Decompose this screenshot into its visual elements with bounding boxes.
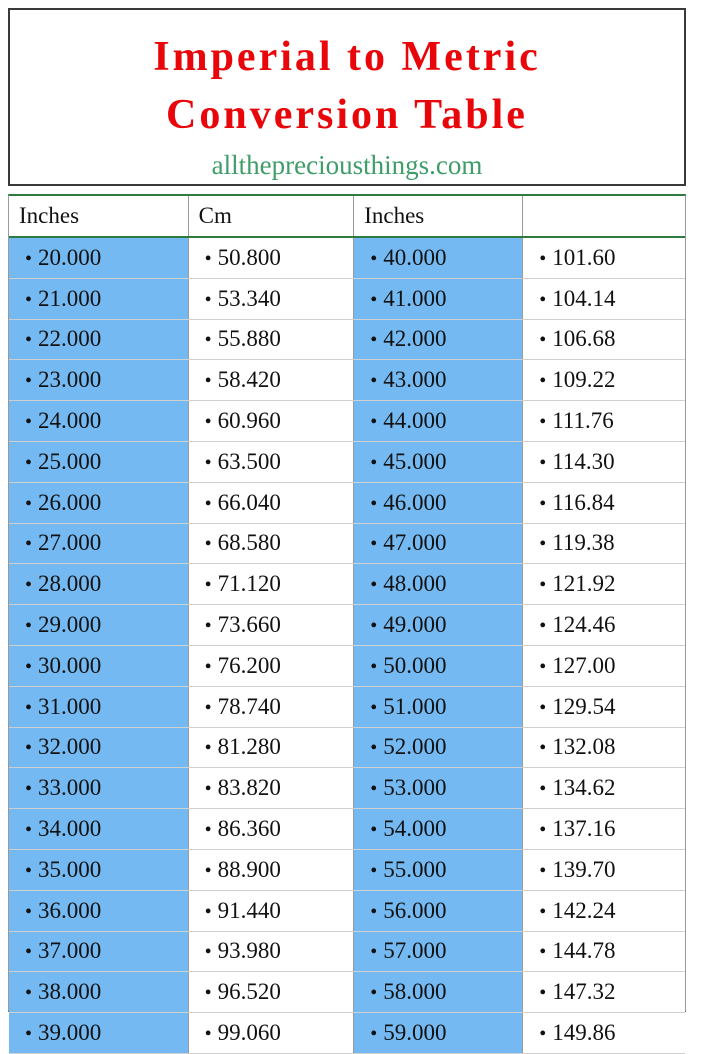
bullet-icon: • — [25, 696, 33, 719]
bullet-icon: • — [25, 615, 33, 638]
bullet-icon: • — [25, 778, 33, 801]
table-row — [9, 1013, 685, 1054]
cell-value: 45.000 — [383, 448, 447, 474]
cell-value: 24.000 — [38, 408, 102, 434]
conversion-table — [9, 196, 685, 1054]
bullet-icon: • — [539, 329, 547, 352]
table-cell — [523, 482, 685, 523]
page-title-line-2: Conversion Table — [166, 92, 528, 138]
bullet-icon: • — [539, 533, 547, 556]
bullet-icon: • — [539, 574, 547, 597]
bullet-icon: • — [370, 492, 378, 515]
cell-value: 68.580 — [217, 530, 281, 556]
column-header-inches-1: Inches — [9, 196, 188, 237]
cell-value: 51.000 — [383, 693, 447, 719]
table-cell — [354, 1013, 523, 1054]
cell-value: 38.000 — [38, 979, 102, 1005]
table-row — [9, 890, 685, 931]
bullet-icon: • — [204, 533, 212, 556]
table-cell — [188, 890, 354, 931]
cell-value: 55.880 — [217, 326, 281, 352]
cell-value: 60.960 — [217, 408, 281, 434]
cell-value: 34.000 — [38, 816, 102, 842]
bullet-icon: • — [539, 900, 547, 923]
table-cell — [523, 278, 685, 319]
table-row — [9, 849, 685, 890]
bullet-icon: • — [370, 574, 378, 597]
table-cell — [9, 931, 188, 972]
table-cell — [354, 482, 523, 523]
table-cell — [9, 1013, 188, 1054]
bullet-icon: • — [204, 574, 212, 597]
table-cell — [188, 931, 354, 972]
cell-value: 137.16 — [552, 816, 616, 842]
cell-value: 42.000 — [383, 326, 447, 352]
cell-value: 37.000 — [38, 938, 102, 964]
cell-value: 144.78 — [552, 938, 616, 964]
bullet-icon: • — [204, 1023, 212, 1046]
column-header-cm-2 — [523, 196, 685, 237]
bullet-icon: • — [25, 737, 33, 760]
title-block — [8, 8, 686, 186]
cell-value: 32.000 — [38, 734, 102, 760]
table-row — [9, 441, 685, 482]
table-cell — [188, 401, 354, 442]
cell-value: 134.62 — [552, 775, 616, 801]
cell-value: 31.000 — [38, 693, 102, 719]
cell-value: 73.660 — [217, 612, 281, 638]
bullet-icon: • — [370, 737, 378, 760]
cell-value: 36.000 — [38, 897, 102, 923]
cell-value: 114.30 — [552, 448, 615, 474]
cell-value: 40.000 — [383, 244, 447, 270]
bullet-icon: • — [204, 411, 212, 434]
cell-value: 119.38 — [552, 530, 615, 556]
table-cell — [354, 523, 523, 564]
table-cell — [9, 564, 188, 605]
bullet-icon: • — [204, 615, 212, 638]
cell-value: 46.000 — [383, 489, 447, 515]
table-cell — [354, 972, 523, 1013]
cell-value: 53.000 — [383, 775, 447, 801]
bullet-icon: • — [204, 900, 212, 923]
bullet-icon: • — [204, 696, 212, 719]
table-cell — [354, 890, 523, 931]
table-cell — [354, 605, 523, 646]
table-cell — [188, 564, 354, 605]
table-cell — [9, 890, 188, 931]
page-title-line-1: Imperial to Metric — [153, 34, 541, 80]
bullet-icon: • — [539, 941, 547, 964]
table-row — [9, 809, 685, 850]
cell-value: 129.54 — [552, 693, 616, 719]
cell-value: 116.84 — [552, 489, 615, 515]
table-cell — [188, 360, 354, 401]
cell-value: 93.980 — [217, 938, 281, 964]
cell-value: 88.900 — [217, 856, 281, 882]
bullet-icon: • — [204, 329, 212, 352]
bullet-icon: • — [539, 411, 547, 434]
table-cell — [354, 809, 523, 850]
cell-value: 132.08 — [552, 734, 616, 760]
table-row — [9, 605, 685, 646]
cell-value: 29.000 — [38, 612, 102, 638]
table-cell — [523, 849, 685, 890]
bullet-icon: • — [370, 1023, 378, 1046]
table-cell — [9, 278, 188, 319]
bullet-icon: • — [539, 778, 547, 801]
table-cell — [9, 645, 188, 686]
table-cell — [188, 686, 354, 727]
table-cell — [523, 768, 685, 809]
table-cell — [354, 564, 523, 605]
bullet-icon: • — [370, 329, 378, 352]
cell-value: 106.68 — [552, 326, 616, 352]
table-row — [9, 931, 685, 972]
cell-value: 86.360 — [217, 816, 281, 842]
bullet-icon: • — [204, 737, 212, 760]
table-cell — [354, 849, 523, 890]
cell-value: 66.040 — [217, 489, 281, 515]
bullet-icon: • — [25, 655, 33, 678]
table-cell — [9, 441, 188, 482]
table-cell — [9, 972, 188, 1013]
bullet-icon: • — [370, 941, 378, 964]
table-cell — [188, 278, 354, 319]
table-header — [9, 196, 685, 237]
bullet-icon: • — [539, 1023, 547, 1046]
bullet-icon: • — [25, 288, 33, 311]
cell-value: 43.000 — [383, 367, 447, 393]
table-cell — [354, 441, 523, 482]
cell-value: 50.000 — [383, 652, 447, 678]
cell-value: 53.340 — [217, 285, 281, 311]
cell-value: 63.500 — [217, 448, 281, 474]
cell-value: 50.800 — [217, 244, 281, 270]
bullet-icon: • — [370, 411, 378, 434]
bullet-icon: • — [370, 655, 378, 678]
bullet-icon: • — [539, 288, 547, 311]
bullet-icon: • — [370, 533, 378, 556]
bullet-icon: • — [370, 982, 378, 1005]
table-row — [9, 401, 685, 442]
table-cell — [188, 727, 354, 768]
bullet-icon: • — [539, 655, 547, 678]
table-cell — [9, 523, 188, 564]
table-cell — [354, 686, 523, 727]
cell-value: 57.000 — [383, 938, 447, 964]
cell-value: 33.000 — [38, 775, 102, 801]
table-row — [9, 686, 685, 727]
bullet-icon: • — [25, 819, 33, 842]
table-cell — [188, 523, 354, 564]
table-row — [9, 237, 685, 278]
cell-value: 52.000 — [383, 734, 447, 760]
bullet-icon: • — [370, 900, 378, 923]
bullet-icon: • — [539, 451, 547, 474]
bullet-icon: • — [204, 492, 212, 515]
table-row — [9, 768, 685, 809]
cell-value: 44.000 — [383, 408, 447, 434]
bullet-icon: • — [539, 859, 547, 882]
bullet-icon: • — [204, 982, 212, 1005]
cell-value: 76.200 — [217, 652, 281, 678]
cell-value: 83.820 — [217, 775, 281, 801]
table-cell — [9, 849, 188, 890]
bullet-icon: • — [204, 247, 212, 270]
table-cell — [188, 605, 354, 646]
table-cell — [188, 809, 354, 850]
table-cell — [523, 401, 685, 442]
column-header-inches-2: Inches — [354, 196, 523, 237]
cell-value: 78.740 — [217, 693, 281, 719]
bullet-icon: • — [204, 819, 212, 842]
table-cell — [9, 319, 188, 360]
table-cell — [523, 1013, 685, 1054]
cell-value: 127.00 — [552, 652, 616, 678]
table-cell — [523, 890, 685, 931]
table-cell — [523, 605, 685, 646]
bullet-icon: • — [204, 941, 212, 964]
bullet-icon: • — [25, 411, 33, 434]
table-cell — [523, 727, 685, 768]
cell-value: 142.24 — [552, 897, 616, 923]
table-row — [9, 319, 685, 360]
cell-value: 35.000 — [38, 856, 102, 882]
cell-value: 139.70 — [552, 856, 616, 882]
table-row — [9, 360, 685, 401]
bullet-icon: • — [25, 533, 33, 556]
table-cell — [188, 972, 354, 1013]
table-cell — [354, 278, 523, 319]
table-cell — [523, 686, 685, 727]
bullet-icon: • — [25, 370, 33, 393]
cell-value: 101.60 — [552, 244, 616, 270]
bullet-icon: • — [204, 288, 212, 311]
table-cell — [354, 319, 523, 360]
cell-value: 23.000 — [38, 367, 102, 393]
cell-value: 104.14 — [552, 285, 616, 311]
cell-value: 48.000 — [383, 571, 447, 597]
bullet-icon: • — [25, 1023, 33, 1046]
bullet-icon: • — [539, 982, 547, 1005]
table-cell — [354, 645, 523, 686]
table-cell — [523, 564, 685, 605]
bullet-icon: • — [25, 941, 33, 964]
table-cell — [9, 727, 188, 768]
cell-value: 28.000 — [38, 571, 102, 597]
cell-value: 25.000 — [38, 448, 102, 474]
bullet-icon: • — [25, 574, 33, 597]
table-cell — [188, 645, 354, 686]
cell-value: 149.86 — [552, 1020, 616, 1046]
cell-value: 99.060 — [217, 1020, 281, 1046]
table-row — [9, 523, 685, 564]
table-cell — [354, 401, 523, 442]
bullet-icon: • — [25, 492, 33, 515]
bullet-icon: • — [25, 247, 33, 270]
table-row — [9, 972, 685, 1013]
table-cell — [523, 319, 685, 360]
cell-value: 58.420 — [217, 367, 281, 393]
table-cell — [188, 441, 354, 482]
bullet-icon: • — [204, 859, 212, 882]
table-cell — [9, 360, 188, 401]
bullet-icon: • — [204, 370, 212, 393]
cell-value: 30.000 — [38, 652, 102, 678]
bullet-icon: • — [539, 737, 547, 760]
cell-value: 39.000 — [38, 1020, 102, 1046]
bullet-icon: • — [204, 778, 212, 801]
table-cell — [9, 768, 188, 809]
table-row — [9, 645, 685, 686]
bullet-icon: • — [204, 451, 212, 474]
table-cell — [354, 727, 523, 768]
cell-value: 56.000 — [383, 897, 447, 923]
table-cell — [354, 768, 523, 809]
bullet-icon: • — [25, 451, 33, 474]
table-cell — [523, 523, 685, 564]
cell-value: 26.000 — [38, 489, 102, 515]
cell-value: 20.000 — [38, 244, 102, 270]
cell-value: 147.32 — [552, 979, 616, 1005]
table-cell — [354, 360, 523, 401]
bullet-icon: • — [539, 492, 547, 515]
table-cell — [523, 972, 685, 1013]
cell-value: 71.120 — [217, 571, 281, 597]
conversion-table-container — [8, 194, 686, 1046]
table-row — [9, 727, 685, 768]
table-cell — [9, 686, 188, 727]
table-cell — [188, 319, 354, 360]
bullet-icon: • — [370, 370, 378, 393]
cell-value: 21.000 — [38, 285, 102, 311]
table-cell — [523, 645, 685, 686]
table-header-row — [9, 196, 685, 237]
cell-value: 41.000 — [383, 285, 447, 311]
table-cell — [188, 768, 354, 809]
cell-value: 91.440 — [217, 897, 281, 923]
bullet-icon: • — [370, 288, 378, 311]
cell-value: 124.46 — [552, 612, 616, 638]
table-cell — [9, 809, 188, 850]
table-cell — [9, 237, 188, 278]
table-cell — [523, 237, 685, 278]
table-cell — [9, 401, 188, 442]
table-row — [9, 278, 685, 319]
bullet-icon: • — [370, 247, 378, 270]
watermark-text: allthepreciousthings.com — [211, 150, 483, 180]
cell-value: 47.000 — [383, 530, 447, 556]
table-row — [9, 482, 685, 523]
table-cell — [9, 482, 188, 523]
table-cell — [523, 931, 685, 972]
table-row — [9, 564, 685, 605]
bullet-icon: • — [25, 900, 33, 923]
bullet-icon: • — [539, 819, 547, 842]
cell-value: 54.000 — [383, 816, 447, 842]
table-cell — [523, 360, 685, 401]
bullet-icon: • — [204, 655, 212, 678]
table-body — [9, 237, 685, 1053]
cell-value: 81.280 — [217, 734, 281, 760]
bullet-icon: • — [539, 615, 547, 638]
cell-value: 109.22 — [552, 367, 616, 393]
bullet-icon: • — [370, 819, 378, 842]
table-cell — [188, 849, 354, 890]
bullet-icon: • — [539, 370, 547, 393]
bullet-icon: • — [370, 778, 378, 801]
cell-value: 49.000 — [383, 612, 447, 638]
table-cell — [523, 809, 685, 850]
cell-value: 121.92 — [552, 571, 616, 597]
bullet-icon: • — [25, 329, 33, 352]
table-cell — [354, 237, 523, 278]
cell-value: 22.000 — [38, 326, 102, 352]
bullet-icon: • — [25, 982, 33, 1005]
bullet-icon: • — [370, 859, 378, 882]
bullet-icon: • — [25, 859, 33, 882]
table-cell — [188, 237, 354, 278]
cell-value: 111.76 — [552, 408, 614, 434]
cell-value: 59.000 — [383, 1020, 447, 1046]
table-cell — [9, 605, 188, 646]
cell-value: 55.000 — [383, 856, 447, 882]
table-cell — [523, 441, 685, 482]
bullet-icon: • — [539, 696, 547, 719]
table-cell — [188, 1013, 354, 1054]
bullet-icon: • — [370, 451, 378, 474]
bullet-icon: • — [539, 247, 547, 270]
table-cell — [188, 482, 354, 523]
cell-value: 58.000 — [383, 979, 447, 1005]
bullet-icon: • — [370, 696, 378, 719]
bullet-icon: • — [370, 615, 378, 638]
cell-value: 96.520 — [217, 979, 281, 1005]
cell-value: 27.000 — [38, 530, 102, 556]
column-header-cm-1: Cm — [188, 196, 354, 237]
table-cell — [354, 931, 523, 972]
